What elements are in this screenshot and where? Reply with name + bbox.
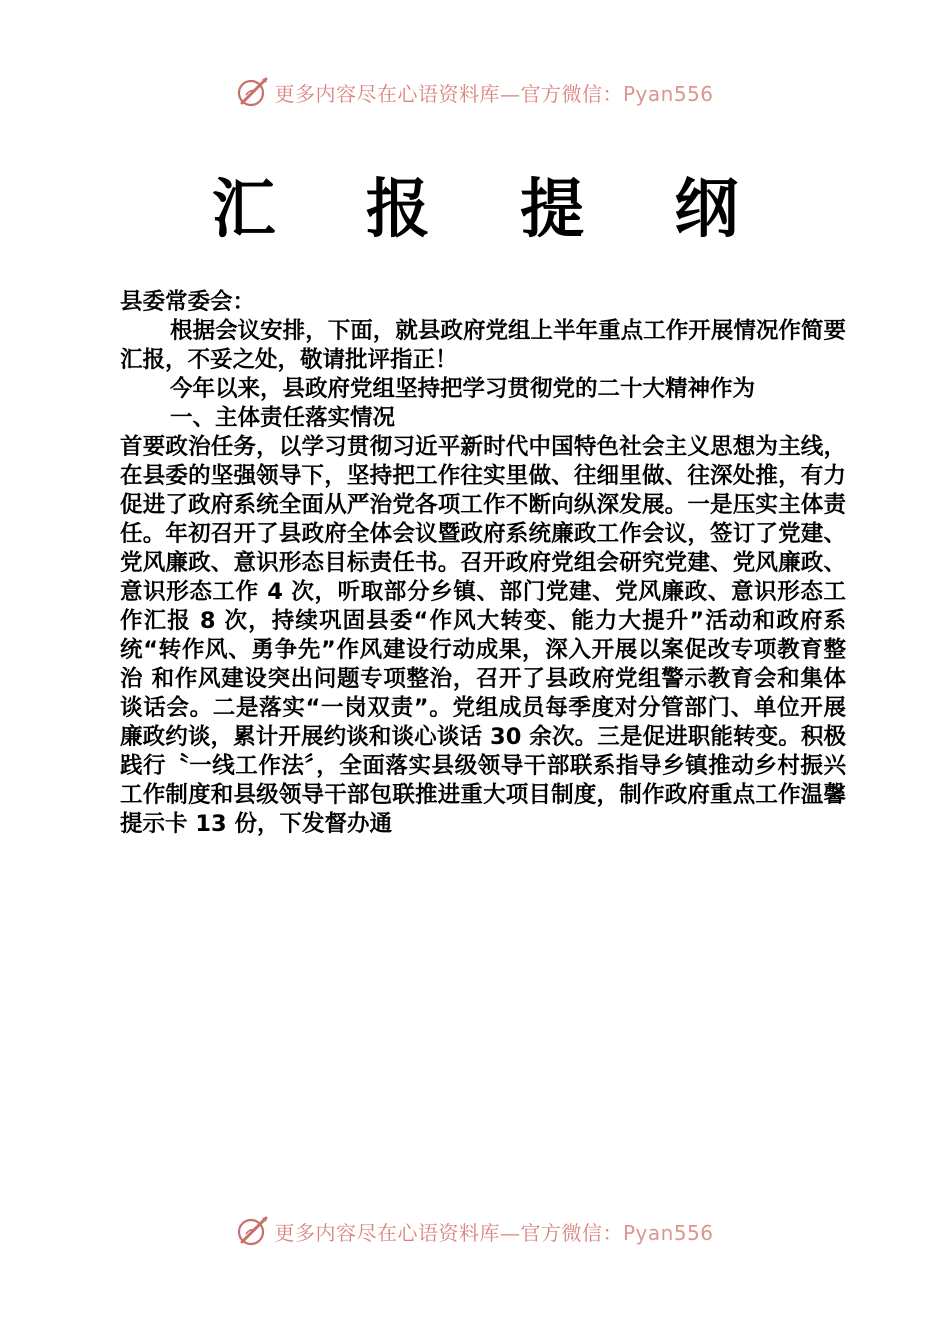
- body-paragraph: 首要政治任务，以学习贯彻习近平新时代中国特色社会主义思想为主线，在县委的坚强领导下，坚持把工作往实里做、往细里做、往深处推，有力促进了政府系统全面从严治党各项工作不断向纵深发展。一是压实主体责任。年初召开了县政府全体会议暨政府系统廉政工作会议，签订了党建、党风廉政、意识形态目标责任书。召开政府党组会研究党建、党风廉政、意识形态工作 4 次，听取部分乡镇、部门党建、党风廉政、意识形态工作汇报 8 次，持续巩固县委“作风大转变、能力大提升”活动和政府系统“转作风、勇争先”作风建设行动成果，深入开展以案促改专项教育整治 和作风建设突出问题专项整治，召开了县政府党组警示教育会和集体谈话会。二是落实“一岗双责”。党组成员每季度对分管部门、单位开展廉政约谈，累计开展约谈和谈心谈话 30 余次。三是促进职能转变。积极践行〝一线工作法〞，全面落实县级领导干部联系指导乡镇推动乡村振兴工作制度和县级领导干部包联推进重大项目制度，制作政府重点工作温馨提示卡 13 份，下发督办通: [120, 434, 846, 837]
- section-heading: 一、主体责任落实情况: [170, 405, 396, 431]
- watermark-text: 更多内容尽在心语资料库—官方微信：: [274, 81, 623, 106]
- intro-paragraph: 根据会议安排，下面，就县政府党组上半年重点工作开展情况作简要汇报，不妥之处，敬请批评指正！: [120, 318, 846, 373]
- document-title: 汇 报 提 纲: [211, 172, 773, 247]
- watermark-footer: [0, 1211, 950, 1251]
- watermark-header: [0, 72, 950, 112]
- watermark-wechat-id: Pyan556: [622, 81, 714, 106]
- watermark-text: 更多内容尽在心语资料库—官方微信：: [274, 1220, 623, 1245]
- watermark-wechat-id: Pyan556: [622, 1220, 714, 1245]
- pen-logo-icon: [236, 75, 270, 109]
- document-body: [120, 288, 846, 839]
- paragraph-1: 今年以来，县政府党组坚持把学习贯彻党的二十大精神作为: [170, 376, 756, 402]
- pen-logo-icon: [236, 1214, 270, 1248]
- salutation: 县委常委会：: [120, 289, 256, 315]
